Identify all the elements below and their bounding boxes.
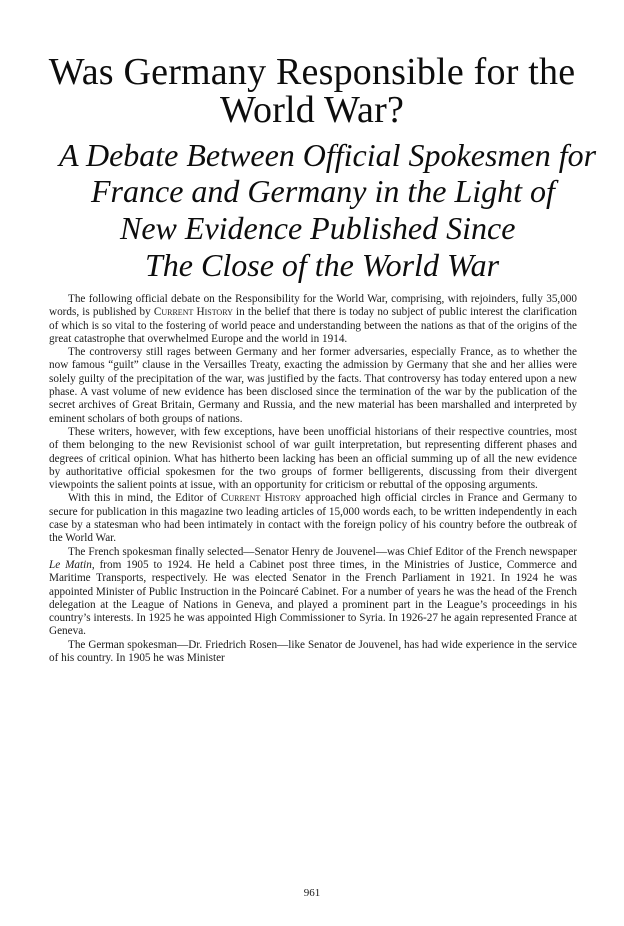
- magazine-name: Current History: [153, 306, 233, 319]
- article-subtitle-line-3: New Evidence Published Since: [120, 210, 516, 246]
- paragraph-1: The following official debate on the Responsibility for the World War, comprising, with rejoinders, fully 35,000 words, is published by Current History in the belief that there is today no subject of public interest the clarification of which is so vital to the fostering of world peace and understanding between the nations as that of the origins of the great catastrophe that overwhelmed Europe and the world in 1914.: [49, 293, 578, 345]
- article-subtitle-line-4: The Close of the World War: [145, 247, 500, 283]
- magazine-name: Current History: [220, 492, 301, 505]
- article-subtitle-line-2: France and Germany in the Light of: [91, 173, 555, 209]
- article-subtitle-line-1: A Debate Between Official Spokesmen for: [59, 137, 597, 173]
- paragraph-3: These writers, however, with few exceptions, have been unofficial historians of their respective countries, most of them belonging to the new Revisionist school of war guilt interpretation, but representing different phases and degrees of critical opinion. What has hitherto been lacking has been an official summing up of all the new evidence by authoritative official spokesmen for the two groups of former belligerents, discussing from their divergent viewpoints the salient points at issue, with an opportunity for criticism or rebuttal of the opposing arguments.: [49, 425, 577, 492]
- article-title-line-1: Was Germany Responsible for the: [48, 51, 576, 93]
- paragraph-6: The German spokesman—Dr. Friedrich Rosen—like Senator de Jouvenel, has had wide experience in the service of his country. In 1905 he was Minister: [49, 638, 577, 665]
- paragraph-2: The controversy still rages between Germany and her former adversaries, especially France, as to whether the now famous “guilt” clause in the Versailles Treaty, exacting the admission by Germany that she and her allies were solely guilty of the precipitation of the war, was justified by the facts. That controversy has today entered upon a new phase. A vast volume of new evidence has been disclosed since the termination of the war by the publication of the secret archives of Great Britain, Germany and Russia, and the new material has been marshalled and interpreted by eminent scholars of both groups of nations.: [49, 346, 577, 425]
- article-title-line-2: World War?: [219, 89, 405, 131]
- article-body: [49, 293, 577, 665]
- newspaper-name: Le Matin: [49, 558, 92, 571]
- paragraph-5: The French spokesman finally selected—Senator Henry de Jouvenel—was Chief Editor of the French newspaper Le Matin, from 1905 to 1924. He held a Cabinet post three times, in the Ministries of Justice, Commerce and Maritime Transports, respectively. He was elected Senator in the French Parliament in 1921. In 1924 he was appointed Minister of Public Instruction in the Poincaré Cabinet. For a number of years he was the head of the French delegation at the League of Nations in Geneva, and played a prominent part in the League’s proceedings in his country’s interests. In 1925 he was appointed High Commissioner to Syria. In 1926-27 he again represented France at Geneva.: [49, 545, 577, 638]
- paragraph-4: With this in mind, the Editor of Current History approached high official circles in France and Germany to secure for publication in this magazine two leading articles of 15,000 words each, to be written independently in each case by a statesman who had been intimately in contact with the foreign policy of his country before the outbreak of the World War.: [49, 492, 577, 545]
- page-number: 961: [303, 887, 321, 899]
